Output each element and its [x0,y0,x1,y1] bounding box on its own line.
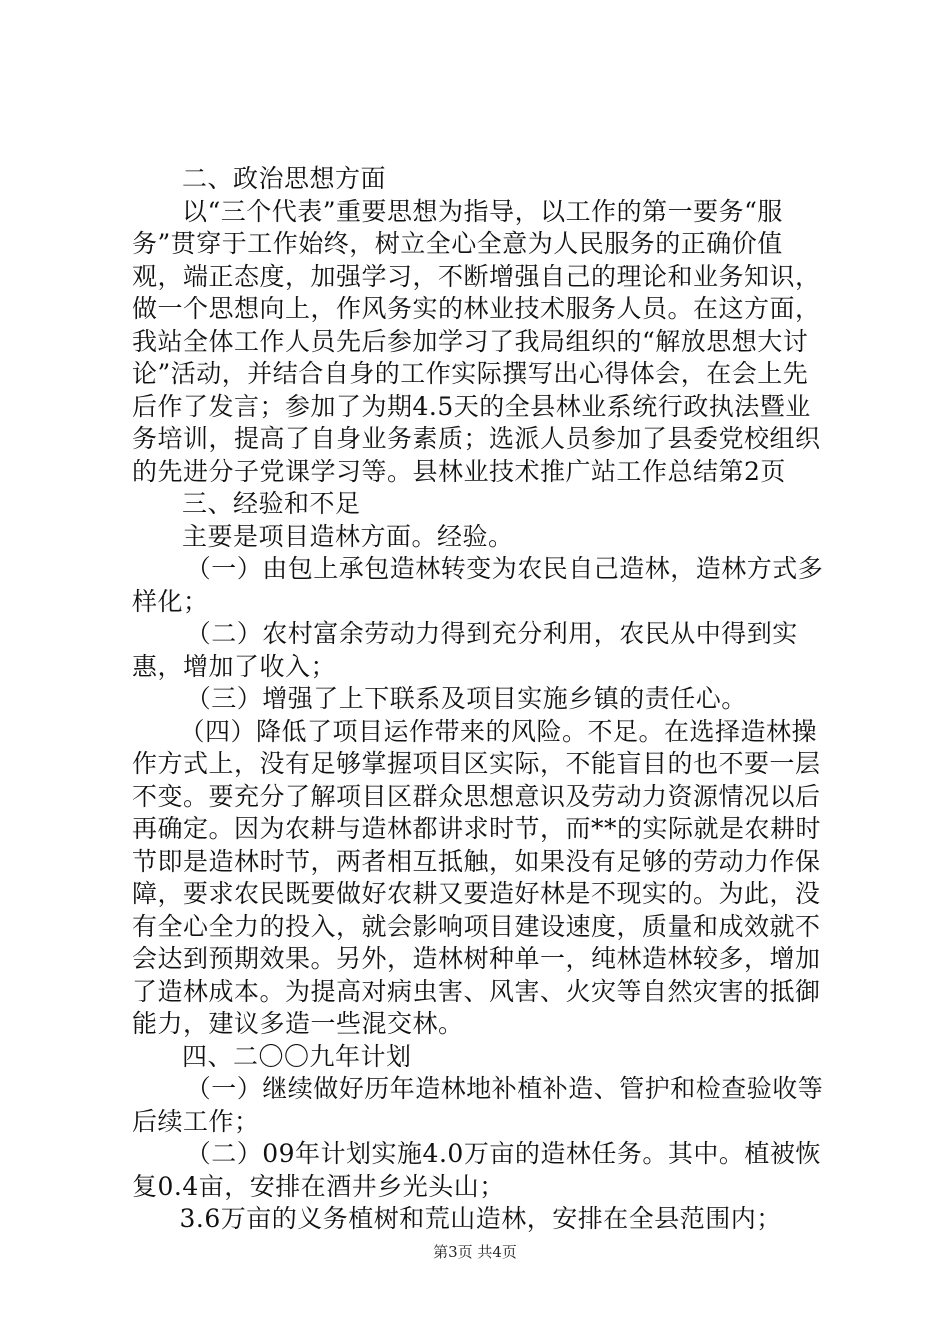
list-item-experience-3: （三）增强了上下联系及项目实施乡镇的责任心。 [185,684,747,713]
section-heading-experience: 三、经验和不足 [182,489,361,518]
document-body [132,163,832,1236]
section-heading-political: 二、政治思想方面 [182,164,387,193]
list-item-plan-2: （二）09年计划实施4.0万亩的造林任务。其中。植被恢复0.4亩，安排在酒井乡光头山； [132,1139,821,1201]
list-item-experience-4: （四）降低了项目运作带来的风险。不足。在选择造林操作方式上，没有足够掌握项目区实际，不能盲目的也不要一层不变。要充分了解项目区群众思想意识及劳动力资源情况以后再确定。因为农耕与造林都讲求时节，而**的实际就是农耕时节即是造林时节，两者相互抵触，如果没有足够的劳动力作保障，要求农民既要做好农耕又要造好林是不现实的。为此，没有全心全力的投入，就会影响项目建设速度，质量和成效就不会达到预期效果。另外，造林树种单一，纯林造林较多，增加了造林成本。为提高对病虫害、风害、火灾等自然灾害的抵御能力，建议多造一些混交林。 [132,716,822,1038]
page-footer: 第3页 共4页 [433,1243,517,1261]
paragraph-plan-detail: 3.6万亩的义务植树和荒山造林，安排在全县范围内； [179,1204,782,1233]
list-item-experience-2: （二）农村富余劳动力得到充分利用，农民从中得到实惠，增加了收入； [132,619,798,681]
paragraph-political-body: 以“三个代表”重要思想为指导，以工作的第一要务“服务”贯穿于工作始终，树立全心全意为人民服务的正确价值观，端正态度，加强学习，不断增强自己的理论和业务知识，做一个思想向上，作风务实的林业技术服务人员。在这方面，我站全体工作人员先后参加学习了我局组织的“解放思想大讨论”活动，并结合自身的工作实际撰写出心得体会，在会上先后作了发言；参加了为期4.5天的全县林业系统行政执法暨业务培训，提高了自身业务素质；选派人员参加了县委党校组织的先进分子党课学习等。县林业技术推广站工作总结第2页 [132,196,821,486]
list-item-plan-1: （一）继续做好历年造林地补植补造、管护和检查验收等后续工作； [132,1074,824,1136]
list-item-experience-1: （一）由包上承包造林转变为农民自己造林，造林方式多样化； [132,554,824,616]
paragraph-experience-intro: 主要是项目造林方面。经验。 [182,521,514,551]
section-heading-plan: 四、二〇〇九年计划 [182,1041,412,1071]
